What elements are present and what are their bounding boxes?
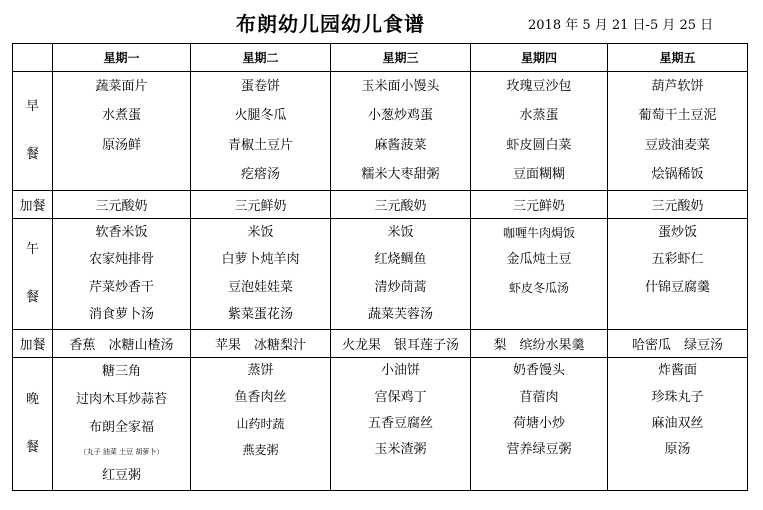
dish: 糖三角 — [101, 364, 141, 379]
menu-title: 布朗幼儿园幼儿食谱 — [236, 12, 425, 36]
breakfast-cell — [191, 72, 331, 191]
dish: 糯米大枣甜粥 — [361, 167, 440, 183]
day-header: 星期一 — [53, 44, 191, 72]
snack-cell: 三元酸奶 — [608, 191, 748, 219]
dish: 豆面糊糊 — [512, 167, 565, 183]
dish: 宫保鸡丁 — [374, 389, 427, 405]
dish: 小葱炒鸡蛋 — [367, 108, 433, 124]
lunch-row — [13, 219, 748, 330]
dish: 米饭 — [387, 224, 414, 240]
dish: 营养绿豆粥 — [506, 442, 572, 458]
dish: 苜蓿肉 — [519, 389, 559, 405]
dish: 豆豉油麦菜 — [644, 137, 710, 153]
dish: 荷塘小炒 — [512, 415, 565, 431]
dish: 玫瑰豆沙包 — [506, 78, 572, 94]
dish: 咖喱牛肉焗饭 — [502, 225, 575, 240]
dish: 白萝卜炖羊肉 — [221, 252, 300, 268]
dish: 消食萝卜汤 — [88, 307, 154, 323]
day-header: 星期三 — [331, 44, 471, 72]
dish: 水煮蛋 — [101, 108, 141, 124]
snack-cell: 梨 缤纷水果羹 — [471, 330, 608, 358]
dish: 虾皮圆白菜 — [506, 137, 572, 153]
dish: 芹菜炒香干 — [88, 279, 154, 295]
dish: 红豆粥 — [101, 468, 141, 483]
dinner-cell — [191, 358, 331, 491]
snack-cell: 三元鲜奶 — [471, 191, 608, 219]
dish-note: （丸子 油菜 土豆 胡萝卜） — [79, 448, 164, 456]
dish: 蛋炒饭 — [657, 224, 697, 240]
corner-cell — [13, 44, 53, 72]
dish: 五彩虾仁 — [651, 252, 704, 268]
dish: 葡萄干土豆泥 — [638, 108, 717, 124]
lunch-label: 午 餐 — [13, 219, 53, 330]
breakfast-cell — [608, 72, 748, 191]
dish: 玉米面小馒头 — [361, 78, 440, 94]
snack-cell: 火龙果 银耳莲子汤 — [331, 330, 471, 358]
dish: 清炒茼蒿 — [374, 279, 427, 295]
dish: 玉米渣粥 — [374, 442, 427, 458]
lunch-cell — [331, 219, 471, 330]
day-header: 星期四 — [471, 44, 608, 72]
dish: 米饭 — [247, 224, 274, 240]
dish: 金瓜炖土豆 — [506, 252, 572, 268]
snack-cell: 三元鲜奶 — [191, 191, 331, 219]
dish: 奶香馒头 — [512, 363, 565, 379]
dish: 虾皮冬瓜汤 — [508, 280, 569, 295]
snack-cell: 香蕉 冰糖山楂汤 — [53, 330, 191, 358]
lunch-cell — [608, 219, 748, 330]
dish: 青椒土豆片 — [227, 137, 293, 153]
afternoon-snack-row — [13, 330, 748, 358]
dish: 五香豆腐丝 — [367, 415, 433, 431]
morning-snack-row — [13, 191, 748, 219]
dish: 烩锅稀饭 — [651, 167, 704, 183]
dish: 火腿冬瓜 — [234, 108, 287, 124]
breakfast-label: 早 餐 — [13, 72, 53, 191]
dish: 葫芦软饼 — [651, 78, 704, 94]
breakfast-row — [13, 72, 748, 191]
date-range: 2018 年 5 月 21 日-5 月 25 日 — [528, 18, 714, 33]
snack-cell: 三元酸奶 — [331, 191, 471, 219]
dish: 鱼香肉丝 — [234, 389, 287, 405]
dish: 红烧鲷鱼 — [374, 252, 427, 268]
weekly-menu-table — [12, 43, 748, 491]
dish: 农家炖排骨 — [88, 252, 154, 268]
breakfast-cell — [331, 72, 471, 191]
dish: 珍珠丸子 — [651, 389, 704, 405]
dinner-row — [13, 358, 748, 491]
dish: 紫菜蛋花汤 — [227, 307, 293, 323]
dish: 炸酱面 — [657, 363, 697, 379]
dish: 小油饼 — [380, 363, 420, 379]
snack-label: 加餐 — [13, 330, 53, 358]
dish: 蔬菜芙蓉汤 — [367, 307, 433, 323]
dish: 布朗全家福 — [88, 420, 154, 435]
dish: 蒸饼 — [247, 363, 274, 379]
dish: 蔬菜面片 — [95, 78, 148, 94]
dish: 过肉木耳炒蒜苔 — [75, 392, 167, 407]
dish: 蛋卷饼 — [240, 78, 280, 94]
dish: 豆泡娃娃菜 — [227, 279, 293, 295]
dish: 疙瘩汤 — [240, 167, 280, 183]
dish: 原汤 — [664, 442, 691, 458]
dish: 水蒸蛋 — [519, 108, 559, 124]
snack-label: 加餐 — [13, 191, 53, 219]
dinner-cell — [331, 358, 471, 491]
breakfast-cell — [53, 72, 191, 191]
lunch-cell — [191, 219, 331, 330]
dinner-label: 晚 餐 — [13, 358, 53, 491]
snack-cell: 三元酸奶 — [53, 191, 191, 219]
snack-cell: 苹果 冰糖梨汁 — [191, 330, 331, 358]
dinner-cell — [608, 358, 748, 491]
dish: 什锦豆腐羹 — [644, 279, 710, 295]
dish: 山药时蔬 — [236, 416, 285, 431]
dish: 原汤鲜 — [101, 137, 141, 153]
dish: 麻酱菠菜 — [374, 137, 427, 153]
dish: 燕麦粥 — [242, 443, 279, 458]
snack-cell: 哈密瓜 绿豆汤 — [608, 330, 748, 358]
dinner-cell — [471, 358, 608, 491]
lunch-cell — [471, 219, 608, 330]
dish: 麻油双丝 — [651, 415, 704, 431]
lunch-cell — [53, 219, 191, 330]
dish: 软香米饭 — [95, 224, 148, 240]
breakfast-cell — [471, 72, 608, 191]
dinner-cell — [53, 358, 191, 491]
day-header: 星期二 — [191, 44, 331, 72]
day-header: 星期五 — [608, 44, 748, 72]
header-row — [13, 44, 748, 72]
